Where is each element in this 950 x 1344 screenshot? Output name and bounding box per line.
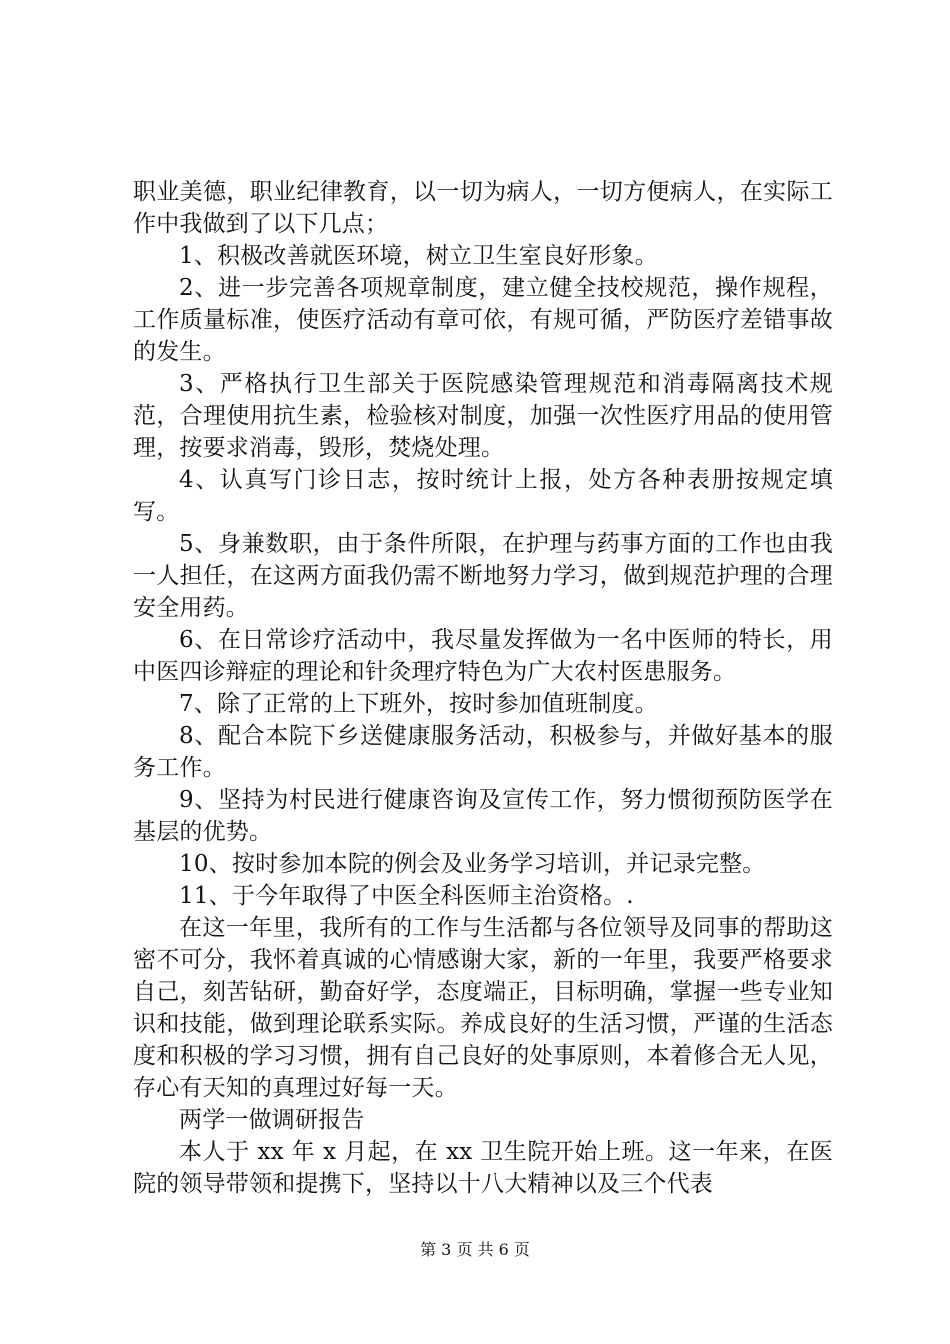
- document-body: [133, 176, 833, 1200]
- page-number-label: 第 3 页 共 6 页: [420, 1240, 530, 1259]
- paragraph-5: 4、认真写门诊日志，按时统计上报，处方各种表册按规定填写。: [133, 467, 833, 525]
- paragraph-9: 8、配合本院下乡送健康服务活动，积极参与，并做好基本的服务工作。: [133, 723, 833, 781]
- paragraph-4: 3、严格执行卫生部关于医院感染管理规范和消毒隔离技术规范，合理使用抗生素，检验核对制度，加强一次性医疗用品的使用管理，按要求消毒，毁形，焚烧处理。: [133, 371, 833, 461]
- paragraph-15: 本人于 xx 年 x 月起，在 xx 卫生院开始上班。这一年来，在医院的领导带领和提携下，坚持以十八大精神以及三个代表: [133, 1139, 833, 1197]
- paragraph-13: 在这一年里，我所有的工作与生活都与各位领导及同事的帮助这密不可分，我怀着真诚的心情感谢大家，新的一年里，我要严格要求自己，刻苦钻研，勤奋好学，态度端正，目标明确，掌握一些专业知识和技能，做到理论联系实际。养成良好的生活习惯，严谨的生活态度和积极的学习习惯，拥有自己良好的处事原则，本着修合无人见，存心有天知的真理过好每一天。: [133, 915, 833, 1101]
- paragraph-12: 11、于今年取得了中医全科医师主治资格。.: [179, 883, 634, 909]
- paragraph-6: 5、身兼数职，由于条件所限，在护理与药事方面的工作也由我一人担任，在这两方面我仍需不断地努力学习，做到规范护理的合理安全用药。: [133, 531, 833, 621]
- paragraph-1: 职业美德，职业纪律教育，以一切为病人，一切方便病人，在实际工作中我做到了以下几点；: [133, 179, 833, 237]
- paragraph-3: 2、进一步完善各项规章制度，建立健全技校规范，操作规程，工作质量标准，使医疗活动有章可依，有规可循，严防医疗差错事故的发生。: [133, 275, 833, 365]
- paragraph-2: 1、积极改善就医环境，树立卫生室良好形象。: [179, 243, 658, 269]
- paragraph-7: 6、在日常诊疗活动中，我尽量发挥做为一名中医师的特长，用中医四诊辩症的理论和针灸理疗特色为广大农村医患服务。: [133, 627, 833, 685]
- paragraph-10: 9、坚持为村民进行健康咨询及宣传工作，努力惯彻预防医学在基层的优势。: [133, 787, 833, 845]
- paragraph-8: 7、除了正常的上下班外，按时参加值班制度。: [179, 691, 658, 717]
- paragraph-11: 10、按时参加本院的例会及业务学习培训，并记录完整。: [179, 851, 766, 877]
- page-footer: [0, 1240, 950, 1260]
- section-heading: 两学一做调研报告: [179, 1107, 365, 1133]
